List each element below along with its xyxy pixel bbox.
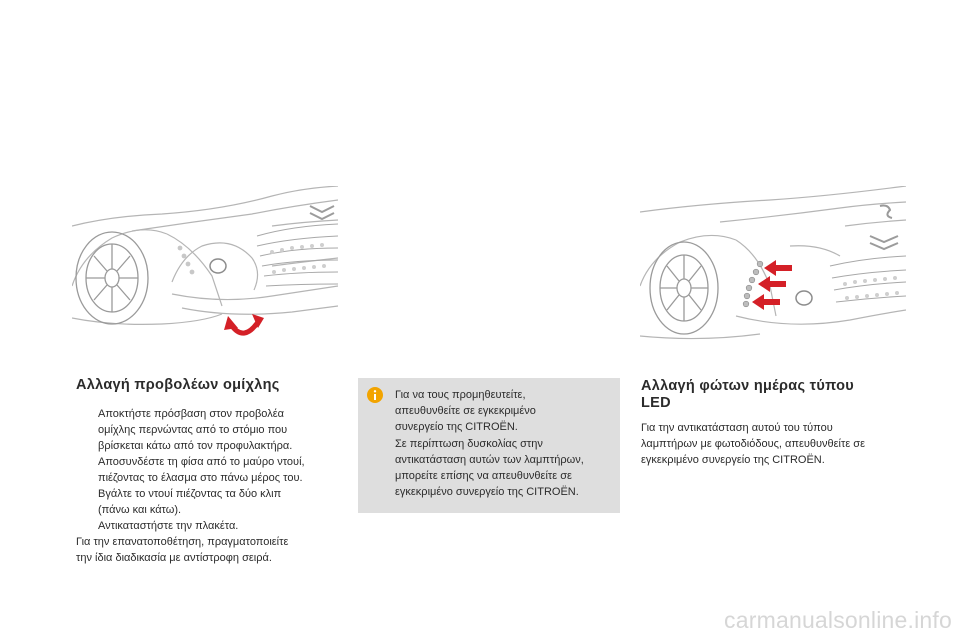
led-lamp-illustration (640, 186, 906, 346)
watermark: carmanualsonline.info (724, 607, 952, 633)
fog-step-3: Βγάλτε το ντουί πιέζοντας τα δύο κλιπ (πάνω και κάτω). (98, 488, 282, 516)
fog-step-2: Αποσυνδέστε τη φίσα από το μαύρο ντουί, πιέζοντας το έλασμα στο πάνω μέρος του. (98, 456, 305, 484)
info-icon (367, 387, 383, 403)
info-box (358, 378, 620, 513)
fog-refit-note: Για την επανατοποθέτηση, πραγματοποιείτε την ίδια διαδικασία με αντίστροφη σειρά. (76, 536, 289, 564)
fog-lamp-illustration (72, 186, 338, 342)
fog-section-title: Αλλαγή προβολέων ομίχλης (76, 377, 280, 393)
led-section-body: Για την αντικατάσταση αυτού του τύπου λαμπτήρων με φωτοδιόδους, απευθυνθείτε σε εγκεκριμένο συνεργείο της CITROËN. (641, 422, 865, 466)
led-section (641, 378, 921, 468)
pointer-arrows-icon (752, 260, 792, 310)
info-text: Για να τους προμηθευτείτε, απευθυνθείτε σε εγκεκριμένο συνεργείο της CITROËN. Σε περίπτωση δυσκολίας στην αντικατάσταση αυτών των λαμπτήρων, μπορείτε επίσης να απευθυνθείτε σε εγκεκριμένο συνεργείο της CITROËN. (395, 389, 584, 499)
fog-step-1: Αποκτήστε πρόσβαση στον προβολέα ομίχλης περνώντας από το στόμιο που βρίσκεται κάτω από τον προφυλακτήρα. (98, 408, 293, 452)
rotate-arrow-icon (224, 314, 264, 333)
fog-section (76, 377, 346, 566)
fog-step-4: Αντικαταστήστε την πλακέτα. (98, 520, 239, 532)
led-section-title: Αλλαγή φώτων ημέρας τύπου LED (641, 378, 855, 411)
